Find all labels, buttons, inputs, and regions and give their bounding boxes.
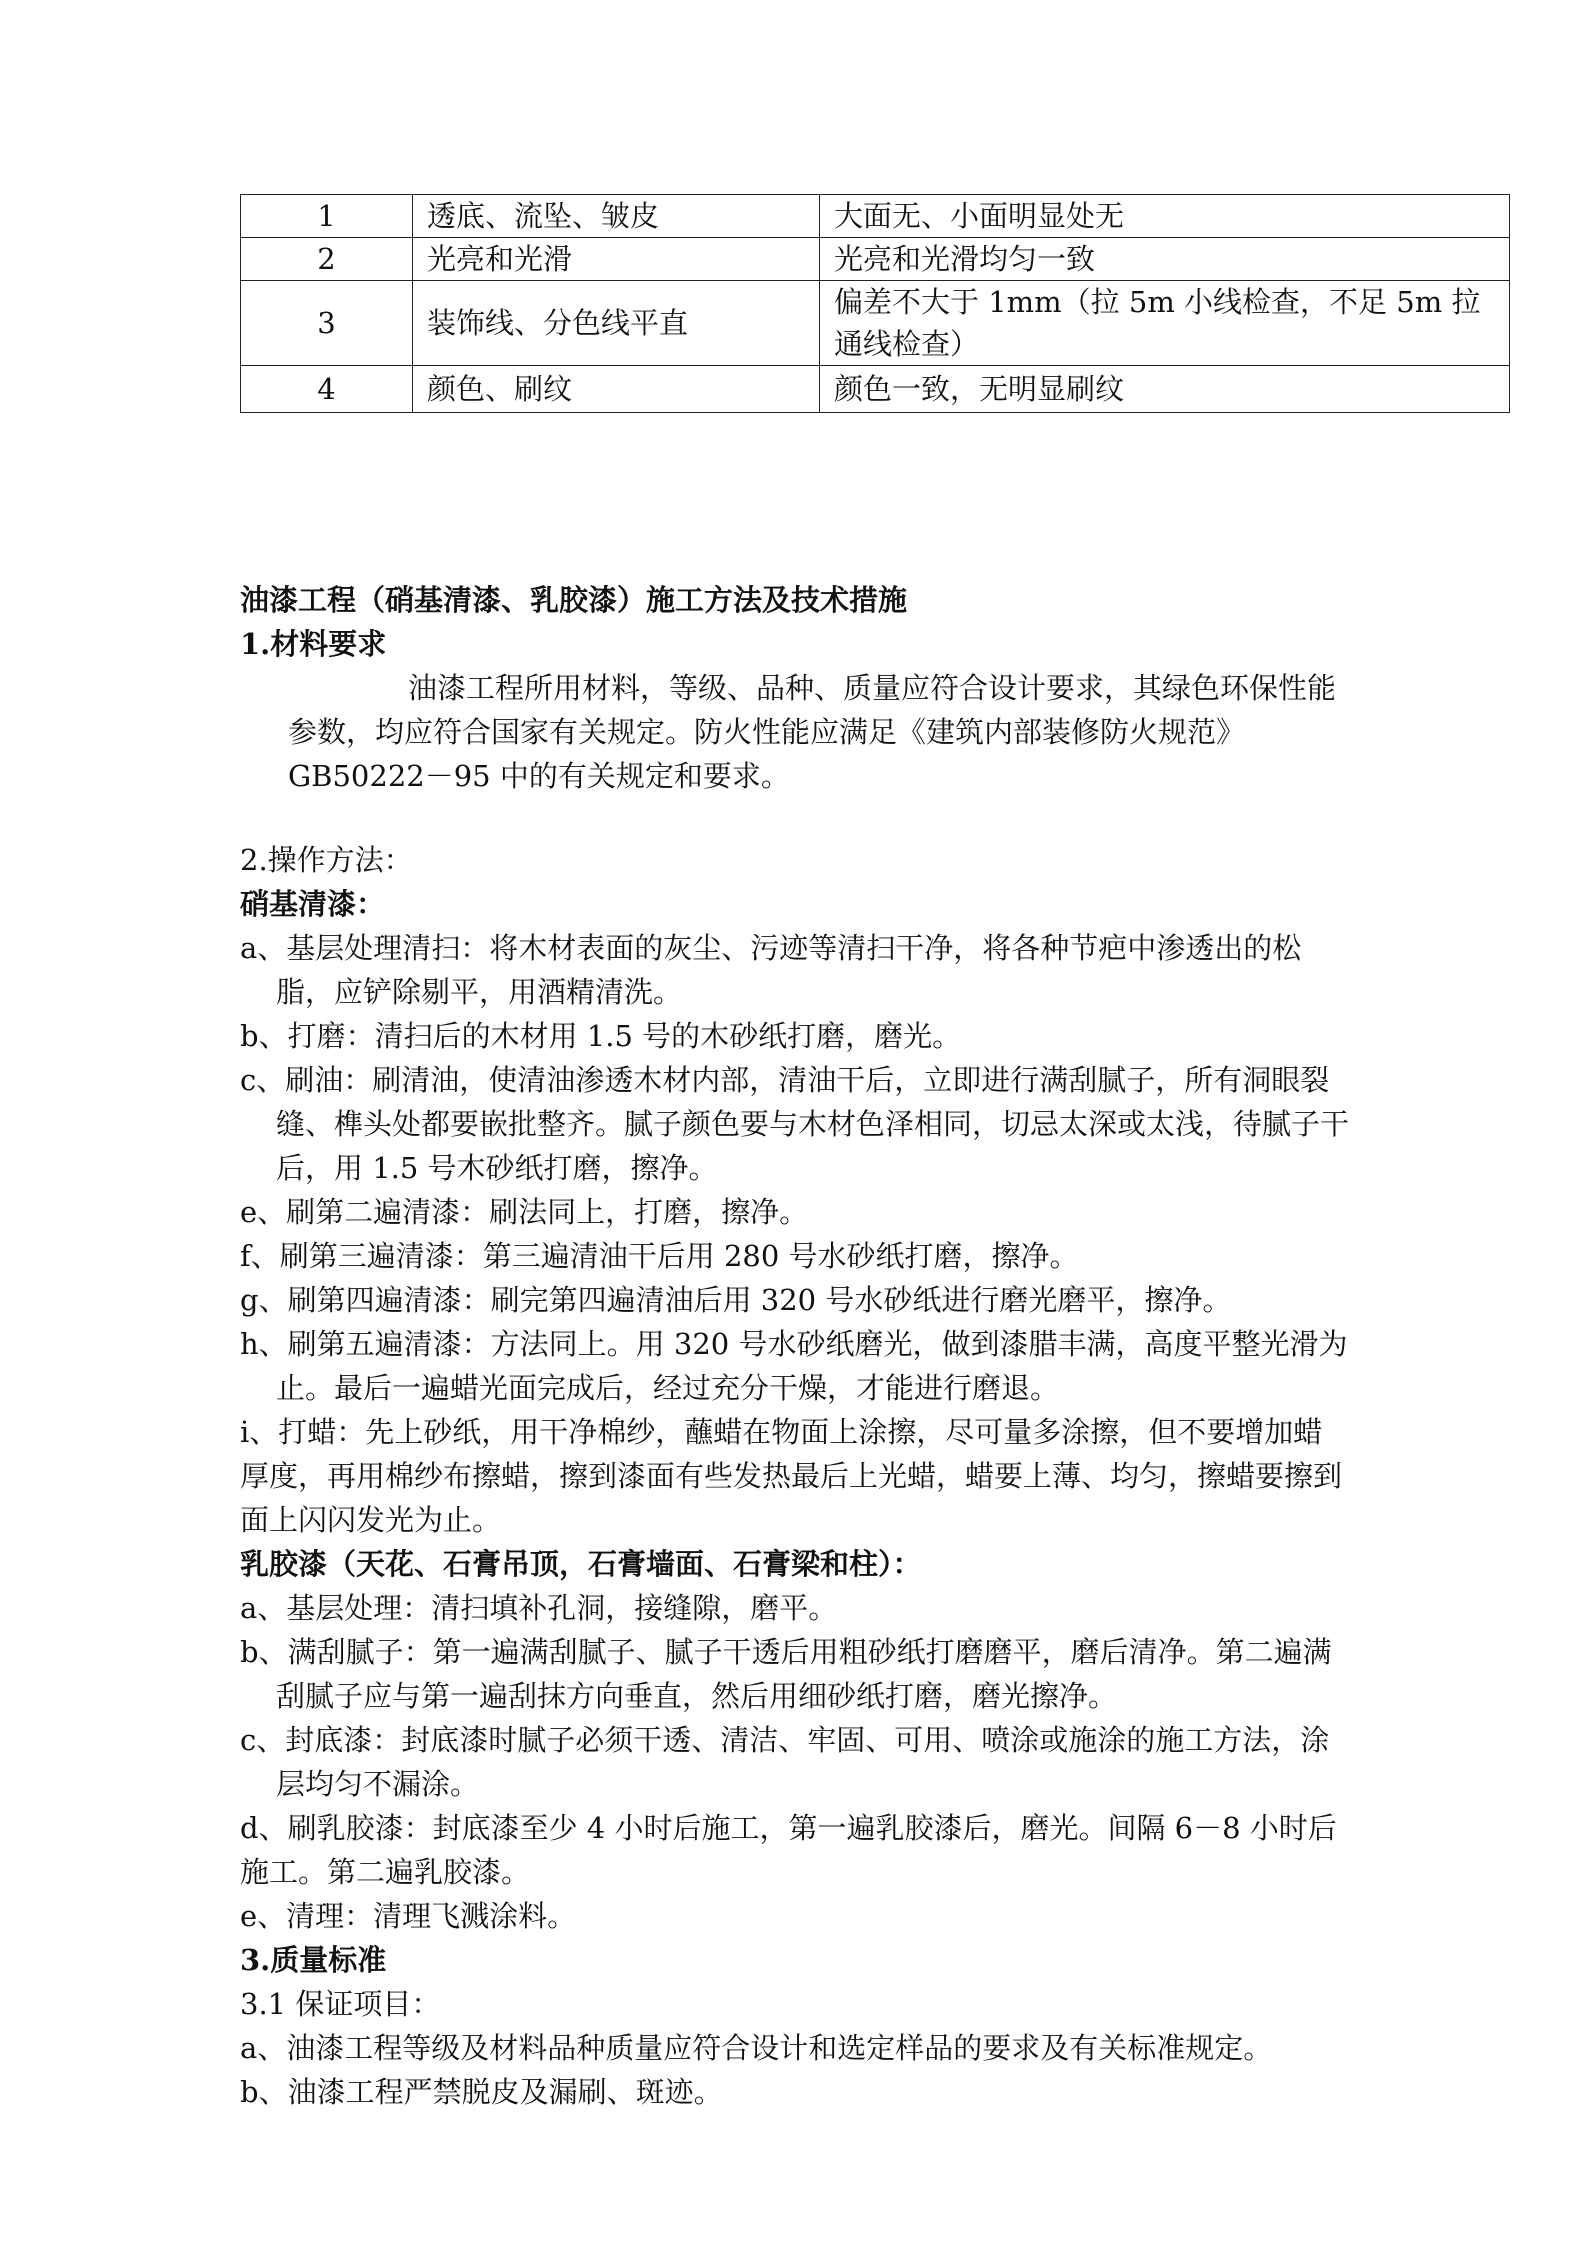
list-item: e、刷第二遍清漆：刷法同上，打磨，擦净。 [240,1195,809,1229]
subsection-heading-guarantee: 3.1 保证项目： [240,1987,441,2021]
list-item: b、油漆工程严禁脱皮及漏刷、斑迹。 [240,2075,723,2109]
table-cell-standard: 颜色一致，无明显刷纹 [820,366,1510,413]
subheading-nitro-varnish: 硝基清漆： [240,887,386,921]
table-cell-item: 颜色、刷纹 [413,366,820,413]
table-cell-item: 装饰线、分色线平直 [413,281,820,366]
table-row [241,238,1510,281]
list-item: f、刷第三遍清漆：第三遍清油干后用 280 号水砂纸打磨，擦净。 [240,1239,1079,1273]
table-cell-item: 透底、流坠、皱皮 [413,195,820,238]
table-row [241,281,1510,366]
quality-table [240,194,1510,413]
list-item: a、基层处理：清扫填补孔洞，接缝隙，磨平。 [240,1591,838,1625]
table-row [241,195,1510,238]
materials-paragraph: 油漆工程所用材料，等级、品种、质量应符合设计要求，其绿色环保性能参数，均应符合国家有关规定。防火性能应满足《建筑内部装修防火规范》GB50222－95 中的有关规定和要求。 [288,671,1337,793]
document-body [240,578,1350,2114]
list-item: g、刷第四遍清漆：刷完第四遍清油后用 320 号水砂纸进行磨光磨平，擦净。 [240,1283,1232,1317]
table-cell-standard: 大面无、小面明显处无 [820,195,1510,238]
table-cell-num: 1 [241,195,413,238]
table-cell-num: 2 [241,238,413,281]
section-heading-quality: 3.质量标准 [240,1943,387,1977]
list-item: i、打蜡：先上砂纸，用干净棉纱，蘸蜡在物面上涂擦，尽可量多涂擦，但不要增加蜡厚度，再用棉纱布擦蜡，擦到漆面有些发热最后上光蜡，蜡要上薄、均匀，擦蜡要擦到面上闪闪发光为止。 [240,1415,1343,1537]
table-cell-item: 光亮和光滑 [413,238,820,281]
list-item: a、基层处理清扫：将木材表面的灰尘、污迹等清扫干净，将各种节疤中渗透出的松脂，应铲除剔平，用酒精清洗。 [240,931,1302,1009]
list-item: d、刷乳胶漆：封底漆至少 4 小时后施工，第一遍乳胶漆后，磨光。间隔 6－8 小时后施工。第二遍乳胶漆。 [240,1811,1337,1889]
table-cell-standard: 光亮和光滑均匀一致 [820,238,1510,281]
table-cell-num: 3 [241,281,413,366]
list-item: b、打磨：清扫后的木材用 1.5 号的木砂纸打磨，磨光。 [240,1019,962,1053]
list-item: c、刷油：刷清油，使清油渗透木材内部，清油干后，立即进行满刮腻子，所有洞眼裂缝、榫头处都要嵌批整齐。腻子颜色要与木材色泽相同，切忌太深或太浅，待腻子干后，用 1.5 号木砂纸打磨，擦净。 [240,1063,1350,1185]
table-cell-num: 4 [241,366,413,413]
subheading-latex-paint: 乳胶漆（天花、石膏吊顶，石膏墙面、石膏梁和柱）： [240,1547,922,1581]
list-item: c、封底漆：封底漆时腻子必须干透、清洁、牢固、可用、喷涂或施涂的施工方法，涂层均匀不漏涂。 [240,1723,1330,1801]
list-item: b、满刮腻子：第一遍满刮腻子、腻子干透后用粗砂纸打磨磨平，磨后清净。第二遍满刮腻子应与第一遍刮抹方向垂直，然后用细砂纸打磨，磨光擦净。 [240,1635,1332,1713]
table-cell-standard: 偏差不大于 1mm（拉 5m 小线检查，不足 5m 拉通线检查） [820,281,1510,366]
section-heading-materials: 1.材料要求 [240,627,387,661]
table-row [241,366,1510,413]
section-heading-methods: 2.操作方法： [240,843,413,877]
list-item: a、油漆工程等级及材料品种质量应符合设计和选定样品的要求及有关标准规定。 [240,2031,1273,2065]
list-item: h、刷第五遍清漆：方法同上。用 320 号水砂纸磨光，做到漆腊丰满，高度平整光滑为止。最后一遍蜡光面完成后，经过充分干燥，才能进行磨退。 [240,1327,1348,1405]
section-title: 油漆工程（硝基清漆、乳胶漆）施工方法及技术措施 [240,583,908,617]
list-item: e、清理：清理飞溅涂料。 [240,1899,577,1933]
